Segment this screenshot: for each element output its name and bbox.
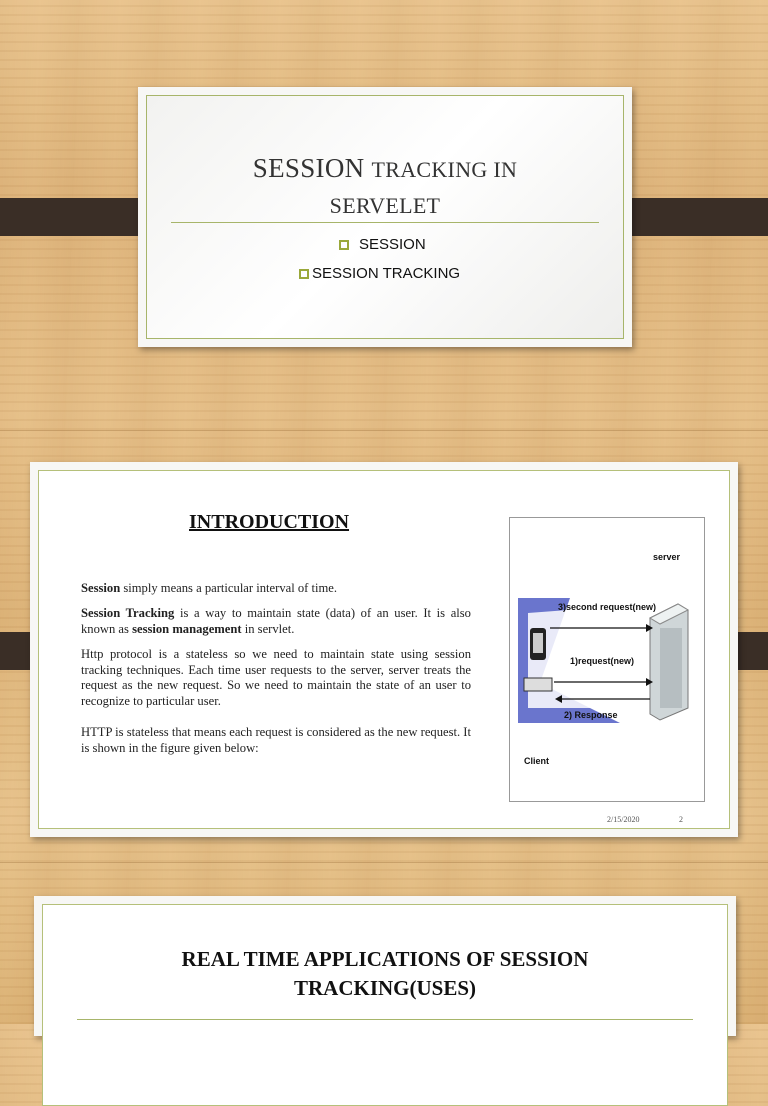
introduction-heading: INTRODUCTION — [189, 511, 350, 533]
title-divider — [171, 222, 599, 223]
title-line2: SERVELET — [329, 193, 441, 218]
arrow2-label: 2) Response — [564, 710, 618, 720]
session-diagram-svg — [510, 518, 704, 801]
paragraph-3: Http protocol is a stateless so we need to maintain state using session tracking techniques. Each time user requests to the server, server treats the request as the new request. So we need to maintain the state of an user to recognize to particular user. — [81, 647, 471, 708]
bullet-session — [339, 236, 426, 253]
introduction-slide-frame — [38, 470, 730, 829]
applications-slide — [34, 896, 736, 1036]
checkbox-icon — [339, 240, 349, 250]
introduction-slide — [30, 462, 738, 837]
session-tracking-bold: Session Tracking — [81, 606, 175, 620]
bullet-session-tracking — [299, 265, 460, 282]
bullet-label: SESSION — [359, 236, 426, 253]
server-panel — [660, 628, 682, 708]
paragraph-4: HTTP is stateless that means each request is considered as the new request. It is shown in the figure given below: — [81, 725, 471, 755]
p2-text: is a way to maintain state (data) of an user. It is also known as — [81, 606, 471, 636]
server-label: server — [653, 552, 681, 562]
applications-divider — [77, 1019, 693, 1020]
session-management-bold: session management — [132, 621, 242, 636]
p2-end: in servlet. — [241, 621, 295, 636]
arrow3-label: 3)second request(new) — [558, 602, 657, 612]
paragraph-1 — [81, 581, 471, 597]
applications-slide-frame — [42, 904, 728, 1106]
applications-title-line2: TRACKING(USES) — [293, 976, 477, 1000]
title-word-rest: TRACKING IN — [371, 157, 518, 182]
checkbox-icon — [299, 269, 309, 279]
paragraph-2 — [81, 606, 471, 637]
phone-screen — [533, 633, 543, 653]
client-label: Client — [524, 756, 550, 766]
bullet-label: SESSION TRACKING — [312, 265, 461, 282]
right-bar-1 — [612, 198, 768, 236]
session-diagram — [509, 517, 705, 802]
slide-number: 2 — [679, 815, 683, 824]
computer-icon — [524, 678, 552, 691]
title-slide-frame — [146, 95, 624, 339]
slide-date: 2/15/2020 — [607, 815, 640, 824]
p1-text: simply means a particular interval of time. — [120, 581, 338, 595]
session-bold: Session — [81, 581, 121, 595]
slide-title — [147, 151, 623, 223]
applications-title — [43, 945, 727, 1003]
title-slide — [138, 87, 632, 347]
left-bar-1 — [0, 198, 155, 236]
arrow1-label: 1)request(new) — [570, 656, 635, 666]
title-word-session: SESSION — [252, 153, 365, 183]
applications-title-line1: REAL TIME APPLICATIONS OF SESSION — [181, 947, 589, 971]
